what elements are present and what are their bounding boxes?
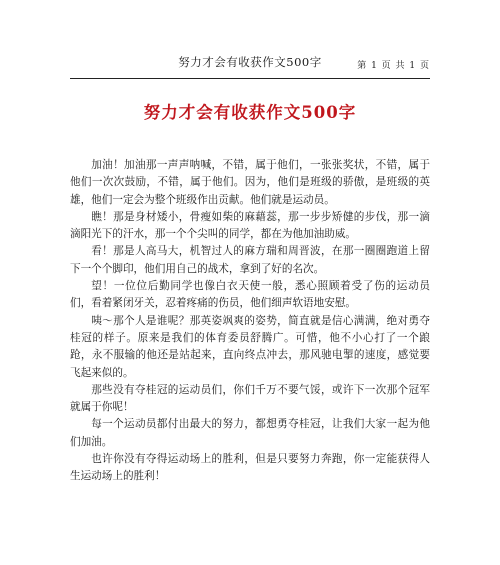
header-title: 努力才会有收获作文500字 [178, 55, 322, 69]
paragraph: 瞧！那是身材矮小，骨瘦如柴的麻藉蕊，那一步步矫健的步伐，那一滴滴阳光下的汗水，那一个个尖叫的同学，都在为他加油助威。 [70, 210, 430, 241]
paragraph: 加油！加油那一声声呐喊，不错，属于他们，一张张奖状，不错，属于他们一次次鼓励，不错，属于他们。因为，他们是班级的骄傲，是班级的英雄，他们一定会为整个班级作出贡献。他们就是运动员。 [70, 159, 430, 206]
paragraph: 咦～那个人是谁呢？那英姿飒爽的姿势，简直就是信心满满，绝对勇夺桂冠的样子。原来是我们的体育委员舒腾广。可惜，他不小心打了一个踉跄，永不服输的他还是站起来，直向终点冲去，那风驰电掣的速度，感觉要飞起来似的。 [70, 314, 430, 379]
paragraph: 也许你没有夺得运动场上的胜利，但是只要努力奔跑，你一定能获得人生运动场上的胜利！ [70, 453, 430, 483]
page-header [70, 54, 430, 74]
document-title: 努力才会有收获作文500字 [143, 103, 357, 122]
page-counter: 第 1 页 共 1 页 [357, 61, 430, 71]
header-rule [70, 78, 430, 79]
paragraph: 望！一位位后勤同学也像白衣天使一般，悉心照顾着受了伤的运动员们，看着紧闭牙关，忍着疼痛的伤员，他们细声软语地安慰。 [70, 280, 430, 310]
paragraph: 看！那是人高马大，机智过人的麻方瑞和周晋波，在那一圈圈跑道上留下一个个脚印，他们用自己的战术，拿到了好的名次。 [70, 245, 430, 275]
paragraph: 每一个运动员都付出最大的努力，都想勇夺桂冠，让我们大家一起为他们加油。 [70, 418, 430, 448]
paragraph: 那些没有夺桂冠的运动员们，你们千万不要气馁，或许下一次那个冠军就属于你呢！ [70, 383, 430, 414]
document-body [70, 157, 430, 486]
